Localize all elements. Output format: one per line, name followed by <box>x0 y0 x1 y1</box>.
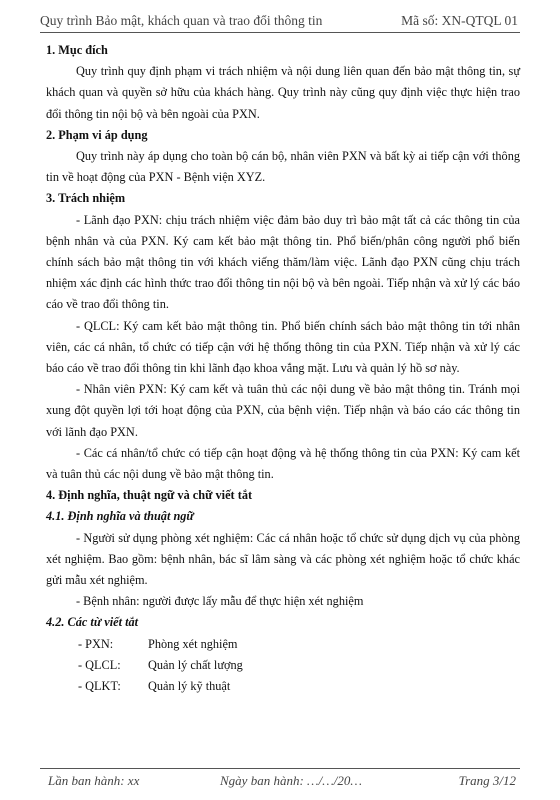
section-4-1-paragraph-1: - Người sử dụng phòng xét nghiệm: Các cá nhân hoặc tổ chức sử dụng dịch vụ của phòng xét nghiệm. Bao gồm: bệnh nhân, bác sĩ lâm sàng và các phòng xét nghiệm hoặc tổ chức khác gửi mẫu xét nghiệm. <box>46 530 520 588</box>
page-footer <box>40 768 520 788</box>
section-3-paragraph-3: - Nhân viên PXN: Ký cam kết và tuân thủ các nội dung về bảo mật thông tin. Tránh mọi xung đột quyền lợi tới hoạt động của PXN, của bệnh viện. Tiếp nhận và báo cáo các thông tin với lãnh đạo PXN. <box>46 382 520 439</box>
abbreviation-meaning: Phòng xét nghiệm <box>148 636 238 651</box>
page-number: Trang 3/12 <box>458 773 516 788</box>
abbreviation-row <box>46 676 520 697</box>
section-4-2-heading: 4.2. Các từ viết tắt <box>46 615 139 630</box>
abbreviation-meaning: Quản lý chất lượng <box>148 657 243 672</box>
abbreviation-row <box>46 655 520 676</box>
issue-date: Ngày ban hành: …/…/20… <box>220 773 362 788</box>
section-2-paragraph: Quy trình này áp dụng cho toàn bộ cán bộ, nhân viên PXN và bất kỳ ai tiếp cận với thông tin về hoạt động của PXN - Bệnh viện XYZ. <box>46 149 520 185</box>
edition-number: Lần ban hành: xx <box>48 773 140 788</box>
section-3-heading: 3. Trách nhiệm <box>46 191 126 206</box>
document-title: Quy trình Bảo mật, khách quan và trao đổi thông tin <box>40 13 323 28</box>
section-4-1-heading: 4.1. Định nghĩa và thuật ngữ <box>46 509 194 524</box>
section-2-heading: 2. Phạm vi áp dụng <box>46 127 148 142</box>
section-4-heading: 4. Định nghĩa, thuật ngữ và chữ viết tắt <box>46 488 253 503</box>
abbreviation-meaning: Quản lý kỹ thuật <box>148 679 231 694</box>
abbreviation-row <box>46 634 520 655</box>
abbreviation-term: - PXN: <box>78 636 114 651</box>
section-3-paragraph-2: - QLCL: Ký cam kết bảo mật thông tin. Phổ biến chính sách bảo mật thông tin tới nhân viên, các cá nhân, tổ chức có tiếp cận với hệ thống thông tin của PXN. Tiếp nhận và xử lý các báo cáo về trao đổi thông tin khi lãnh đạo khoa vắng mặt. Lưu và quản lý hồ sơ này. <box>46 318 520 376</box>
section-3-paragraph-1: - Lãnh đạo PXN: chịu trách nhiệm việc đảm bảo duy trì bảo mật tất cả các thông tin của bệnh nhân và của PXN. Ký cam kết bảo mật thông tin. Phổ biến/phân công người phổ biến chính sách bảo mật thông tin với khách viếng thăm/làm việc. Lãnh đạo PXN cũng chịu trách nhiệm xác định các hình thức trao đổi thông tin nội bộ và bên ngoài. Tiếp nhận và xử lý các báo cáo về trao đổi thông tin. <box>46 212 520 312</box>
abbreviation-term: - QLCL: <box>78 657 121 672</box>
document-body <box>46 40 520 697</box>
section-1-paragraph: Quy trình quy định phạm vi trách nhiệm và nội dung liên quan đến bảo mật thông tin, sự khách quan và quyền sở hữu của khách hàng. Quy trình này cũng quy định việc thực hiện trao đổi thông tin nội bộ và bên ngoài của PXN. <box>46 64 520 121</box>
section-4-1-paragraph-2: - Bệnh nhân: người được lấy mẫu để thực hiện xét nghiệm <box>76 594 364 609</box>
page-header <box>40 10 520 33</box>
section-1-heading: 1. Mục đích <box>46 43 108 57</box>
document-code: Mã số: XN-QTQL 01 <box>401 13 518 28</box>
abbreviation-term: - QLKT: <box>78 679 121 694</box>
section-3-paragraph-4: - Các cá nhân/tổ chức có tiếp cận hoạt động và hệ thống thông tin của PXN: Ký cam kết và tuân thủ các nội dung về bảo mật thông tin. <box>46 445 520 482</box>
